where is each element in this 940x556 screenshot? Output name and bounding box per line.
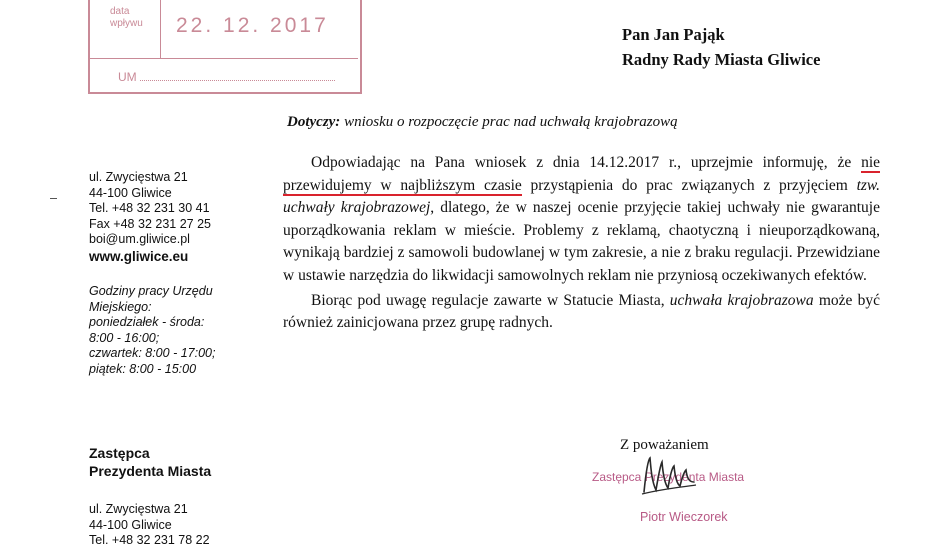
stamp-date: 22. 12. 2017 bbox=[176, 14, 329, 37]
email-link[interactable]: boi@um.gliwice.pl bbox=[89, 232, 190, 246]
addressee bbox=[622, 22, 820, 72]
phone-line: Tel. +48 32 231 78 22 bbox=[89, 533, 210, 547]
fax-line: Fax +48 32 231 27 25 bbox=[89, 216, 211, 231]
fold-mark bbox=[50, 198, 57, 199]
text-span: , dlatego, że w naszej ocenie przyjęcie takiej uchwały nie gwarantuje uporządkowania reklam w mieście. Problemy z reklamą, chaotyczną i nieuporządkowaną, wynikają bardziej z samowoli budowlanej w tym zakresie, a nie z braku regulacji. Przewidziane w ustawie narzędzia do likwidacji samowolnych reklam nie przyniosą oczekiwanych efektów. bbox=[283, 199, 880, 284]
website-link[interactable]: www.gliwice.eu bbox=[89, 248, 189, 264]
hours-line: poniedziałek - środa: bbox=[89, 315, 205, 329]
stamp-label-line: data bbox=[110, 6, 130, 17]
address-line: 44-100 Gliwice bbox=[89, 185, 172, 200]
hours-line: piątek: 8:00 - 15:00 bbox=[89, 361, 197, 376]
addressee-title: Radny Rady Miasta Gliwice bbox=[622, 50, 821, 69]
signature-stamp-title: Zastępca Prezydenta Miasta bbox=[592, 470, 745, 484]
address-line: 44-100 Gliwice bbox=[89, 517, 172, 532]
subject-prefix: Dotyczy: bbox=[287, 114, 341, 130]
subject-text: wniosku o rozpoczęcie prac nad uchwałą krajobrazową bbox=[344, 114, 678, 130]
deputy-contact bbox=[89, 502, 210, 549]
text-span: może być również zainicjowana przez grupę radnych. bbox=[283, 291, 880, 332]
subject-line bbox=[287, 114, 678, 131]
hours-line: Miejskiego: bbox=[89, 299, 152, 314]
text-span: Biorąc pod uwagę regulacje zawarte w Statucie Miasta, bbox=[311, 291, 670, 309]
paragraph bbox=[283, 152, 880, 288]
letter-body bbox=[283, 152, 880, 335]
italic-phrase: tzw. uchwały krajobrazowej bbox=[283, 176, 880, 217]
deputy-heading bbox=[89, 444, 211, 480]
signature-name: Piotr Wieczorek bbox=[640, 510, 728, 524]
paragraph bbox=[283, 290, 880, 335]
stamp-label-line: wpływu bbox=[110, 18, 143, 29]
stamp-divider-vertical bbox=[160, 0, 161, 58]
regards: Z poważaniem bbox=[620, 437, 709, 453]
office-contact bbox=[89, 170, 211, 264]
stamp-label bbox=[110, 6, 143, 30]
handwritten-signature bbox=[638, 452, 698, 498]
stamp-divider-horizontal bbox=[90, 58, 358, 59]
underlined-phrase: nie przewidujemy w najbliższym czasie bbox=[283, 154, 880, 194]
deputy-heading-line: Zastępca bbox=[89, 445, 150, 461]
address-line: ul. Zwycięstwa 21 bbox=[89, 502, 188, 516]
text-span: Odpowiadając na Pana wniosek z dnia 14.12.2017 r., uprzejmie informuję, że bbox=[311, 154, 862, 171]
stamp-dotted-line bbox=[140, 80, 335, 81]
stamp-um: UM bbox=[118, 70, 137, 84]
phone-line: Tel. +48 32 231 30 41 bbox=[89, 201, 210, 215]
address-line: ul. Zwycięstwa 21 bbox=[89, 170, 188, 184]
deputy-heading-line: Prezydenta Miasta bbox=[89, 463, 212, 479]
hours-line: 8:00 - 16:00; bbox=[89, 330, 160, 345]
text-span: przystąpienia do prac związanych z przyjęciem bbox=[521, 176, 857, 194]
office-hours bbox=[89, 284, 215, 377]
addressee-name: Pan Jan Pająk bbox=[622, 25, 725, 44]
hours-line: Godziny pracy Urzędu bbox=[89, 284, 213, 298]
italic-phrase: uchwała krajobrazowa bbox=[669, 291, 814, 309]
hours-line: czwartek: 8:00 - 17:00; bbox=[89, 346, 216, 360]
